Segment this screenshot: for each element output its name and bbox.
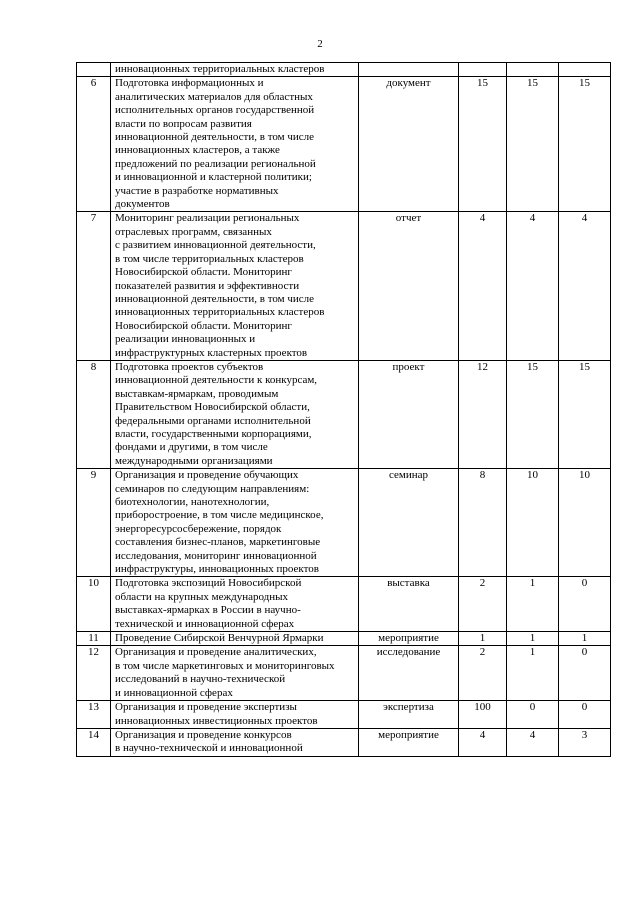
row-unit: отчет — [359, 212, 459, 360]
description-line: Организация и проведение конкурсов — [115, 728, 292, 741]
description-line: реализации инновационных и — [115, 333, 256, 346]
row-value-2: 4 — [507, 212, 559, 360]
row-value-3: 3 — [559, 728, 611, 756]
description-line: власти по вопросам развития — [115, 117, 252, 130]
row-value-3: 4 — [559, 212, 611, 360]
description-line: семинаров по следующим направлениям: — [115, 482, 310, 495]
row-description — [111, 469, 359, 577]
row-value-1: 4 — [459, 212, 507, 360]
row-value-2: 15 — [507, 77, 559, 212]
description-line: инновационных кластеров, а также — [115, 144, 280, 157]
description-line: показателей развития и эффективности — [115, 279, 300, 292]
row-number — [77, 63, 111, 77]
row-number: 13 — [77, 701, 111, 729]
description-line: инновационной деятельности, в том числе — [115, 131, 315, 144]
row-number: 14 — [77, 728, 111, 756]
row-value-2: 15 — [507, 360, 559, 468]
row-number: 7 — [77, 212, 111, 360]
row-value-2: 10 — [507, 469, 559, 577]
description-line: Организация и проведение экспертизы — [115, 701, 297, 714]
row-value-1: 8 — [459, 469, 507, 577]
row-number: 6 — [77, 77, 111, 212]
description-line: международными организациями — [115, 454, 273, 467]
row-unit: документ — [359, 77, 459, 212]
description-line: участие в разработке нормативных — [115, 184, 279, 197]
description-line: фондами и другими, в том числе — [115, 441, 268, 454]
description-line: отраслевых программ, связанных — [115, 225, 272, 238]
description-line: инновационной деятельности, в том числе — [115, 292, 315, 305]
row-unit: мероприятие — [359, 728, 459, 756]
row-value-1: 15 — [459, 77, 507, 212]
description-line: Подготовка экспозиций Новосибирской — [115, 577, 302, 590]
table-body — [77, 63, 611, 757]
description-line: инфраструктурных кластерных проектов — [115, 346, 308, 359]
row-number: 10 — [77, 577, 111, 632]
description-line: энергоресурсосбережение, порядок — [115, 522, 282, 535]
description-line: аналитических материалов для областных — [115, 90, 313, 103]
row-description — [111, 577, 359, 632]
table-row — [77, 212, 611, 360]
table-row — [77, 360, 611, 468]
row-description — [111, 63, 359, 77]
row-value-3: 15 — [559, 360, 611, 468]
row-value-3: 1 — [559, 632, 611, 646]
row-unit: исследование — [359, 646, 459, 701]
row-description — [111, 360, 359, 468]
row-value-3 — [559, 63, 611, 77]
table-row — [77, 701, 611, 729]
row-unit: выставка — [359, 577, 459, 632]
description-line: исследований в научно-технической — [115, 673, 286, 686]
table-row — [77, 63, 611, 77]
row-unit: семинар — [359, 469, 459, 577]
row-value-3: 0 — [559, 577, 611, 632]
description-line: области на крупных международных — [115, 590, 289, 603]
row-number: 9 — [77, 469, 111, 577]
row-number: 11 — [77, 632, 111, 646]
row-value-1: 4 — [459, 728, 507, 756]
row-unit: мероприятие — [359, 632, 459, 646]
row-unit — [359, 63, 459, 77]
row-unit: экспертиза — [359, 701, 459, 729]
row-value-1 — [459, 63, 507, 77]
description-line: технической и инновационной сферах — [115, 617, 295, 630]
row-value-3: 0 — [559, 646, 611, 701]
description-line: инновационной деятельности к конкурсам, — [115, 374, 318, 387]
description-line: инновационных территориальных кластеров — [115, 63, 325, 75]
table-row — [77, 646, 611, 701]
row-value-3: 0 — [559, 701, 611, 729]
row-value-2: 1 — [507, 632, 559, 646]
description-line: исполнительных органов государственной — [115, 104, 315, 117]
row-unit: проект — [359, 360, 459, 468]
row-value-2 — [507, 63, 559, 77]
row-description — [111, 77, 359, 212]
description-line: выставках-ярмарках в России в научно- — [115, 604, 301, 617]
description-line: федеральными органами исполнительной — [115, 414, 311, 427]
description-line: Организация и проведение аналитических, — [115, 646, 317, 659]
row-description — [111, 632, 359, 646]
row-value-1: 1 — [459, 632, 507, 646]
description-line: документов — [115, 198, 170, 211]
description-line: инфраструктуры, инновационных проектов — [115, 563, 319, 576]
page-number: 2 — [317, 38, 323, 50]
description-line: Организация и проведение обучающих — [115, 469, 299, 482]
row-value-2: 1 — [507, 577, 559, 632]
row-number: 12 — [77, 646, 111, 701]
row-value-1: 100 — [459, 701, 507, 729]
description-line: Подготовка информационных и — [115, 77, 264, 90]
row-description — [111, 212, 359, 360]
description-line: Мониторинг реализации региональных — [115, 212, 300, 225]
row-value-2: 1 — [507, 646, 559, 701]
table-row — [77, 77, 611, 212]
description-line: Проведение Сибирской Венчурной Ярмарки — [115, 632, 324, 645]
description-line: Подготовка проектов субъектов — [115, 360, 264, 373]
row-number: 8 — [77, 360, 111, 468]
description-line: исследования, мониторинг инновационной — [115, 549, 317, 562]
row-description — [111, 728, 359, 756]
row-value-1: 12 — [459, 360, 507, 468]
description-line: Правительством Новосибирской области, — [115, 401, 310, 414]
measures-table — [76, 62, 611, 757]
description-line: с развитием инновационной деятельности, — [115, 239, 316, 252]
description-line: и инновационной и кластерной политики; — [115, 171, 312, 184]
description-line: в научно-технической и инновационной — [115, 742, 303, 755]
row-value-1: 2 — [459, 646, 507, 701]
row-value-2: 0 — [507, 701, 559, 729]
description-line: в том числе территориальных кластеров — [115, 252, 304, 265]
description-line: приборостроение, в том числе медицинское, — [115, 509, 324, 522]
table-row — [77, 577, 611, 632]
description-line: выставкам-ярмаркам, проводимым — [115, 387, 279, 400]
description-line: инновационных территориальных кластеров — [115, 306, 325, 319]
row-value-3: 10 — [559, 469, 611, 577]
row-description — [111, 701, 359, 729]
row-value-2: 4 — [507, 728, 559, 756]
description-line: инновационных инвестиционных проектов — [115, 714, 318, 727]
description-line: биотехнологии, нанотехнологии, — [115, 496, 270, 508]
description-line: составления бизнес-планов, маркетинговые — [115, 536, 321, 549]
description-line: и инновационной сферах — [115, 686, 233, 699]
row-value-1: 2 — [459, 577, 507, 632]
row-value-3: 15 — [559, 77, 611, 212]
description-line: Новосибирской области. Мониторинг — [115, 266, 292, 279]
description-line: в том числе маркетинговых и мониторинговых — [115, 659, 335, 672]
description-line: предложений по реализации региональной — [115, 157, 316, 170]
table-row — [77, 728, 611, 756]
table-row — [77, 469, 611, 577]
table-row — [77, 632, 611, 646]
row-description — [111, 646, 359, 701]
description-line: Новосибирской области. Мониторинг — [115, 319, 292, 332]
description-line: власти, государственными корпорациями, — [115, 427, 312, 440]
